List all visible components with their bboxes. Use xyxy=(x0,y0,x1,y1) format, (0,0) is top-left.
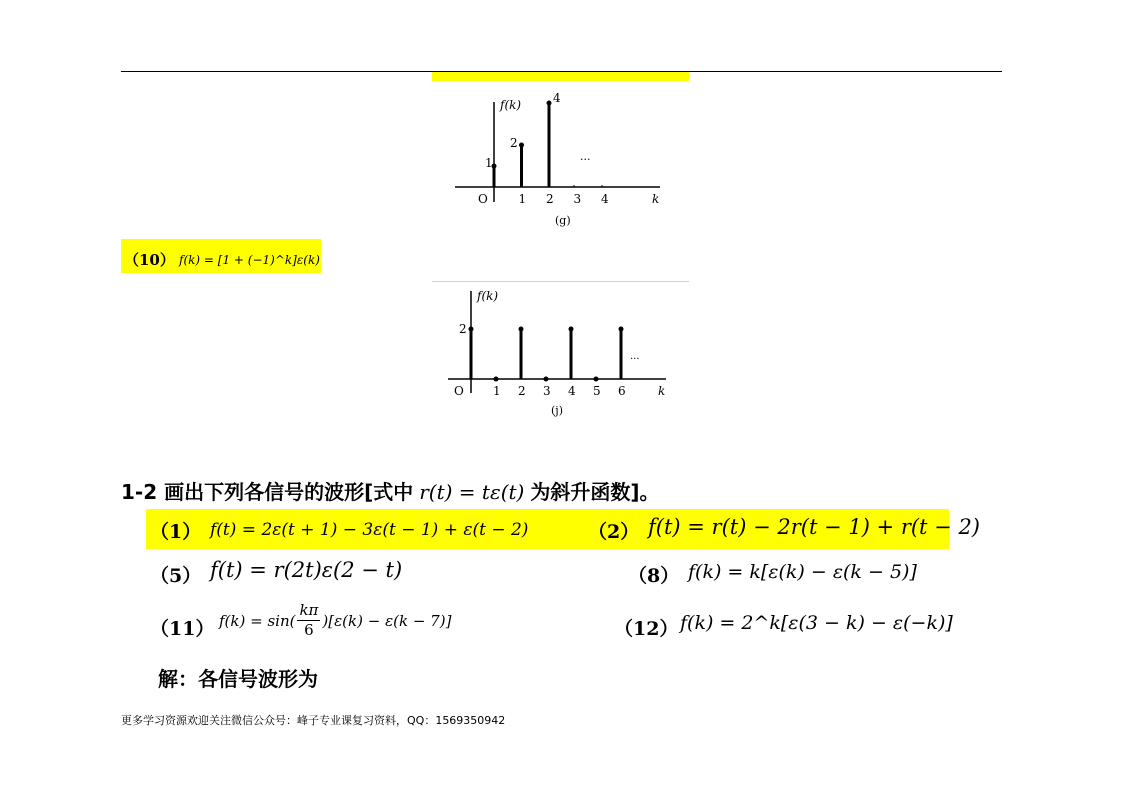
figure-j-point-k2 xyxy=(519,327,524,332)
figure-j-point-k1 xyxy=(494,377,499,382)
item-8-formula: f(k) = k[ε(k) − ε(k − 5)] xyxy=(688,561,917,583)
item-11-fraction xyxy=(297,601,320,640)
figure-j-xtick-5: 5 xyxy=(593,384,601,398)
item-8-label: （8） xyxy=(628,565,680,587)
item-5-formula: f(t) = r(2t)ε(2 − t) xyxy=(210,558,403,582)
figure-g-point-k2 xyxy=(547,101,552,106)
figure-j-caption: (j) xyxy=(551,404,563,417)
problem-heading-prefix: 1-2 画出下列各信号的波形[式中 xyxy=(121,480,414,504)
figure-g-xtick-2: 2 xyxy=(546,192,554,206)
figure-j-stems xyxy=(469,327,624,382)
figure-j-top-rule xyxy=(432,281,689,282)
figure-g-caption: (g) xyxy=(555,214,571,227)
figure-g-xtick-4: 4 xyxy=(601,192,609,206)
figure-g-value-label-4: 4 xyxy=(553,91,561,105)
item-10-label: （10） xyxy=(124,251,175,269)
item-1-formula: f(t) = 2ε(t + 1) − 3ε(t − 1) + ε(t − 2) xyxy=(210,520,529,540)
item-10-formula: f(k) = [1 + (−1)^k]ε(k) xyxy=(179,253,320,267)
figure-j-point-k4 xyxy=(569,327,574,332)
item-1-label: （1） xyxy=(150,521,202,543)
figure-j-point-k5 xyxy=(594,377,599,382)
item-11-formula xyxy=(219,601,451,640)
figure-j-point-k3 xyxy=(544,377,549,382)
solution-text: 解：各信号波形为 xyxy=(158,667,318,691)
item-11-fraction-den: 6 xyxy=(304,621,314,639)
item-12-formula: f(k) = 2^k[ε(3 − k) − ε(−k)] xyxy=(680,612,953,634)
figure-g-k-label: k xyxy=(652,192,660,206)
item-11-label: （11） xyxy=(150,618,215,640)
figure-g-value-label-2: 2 xyxy=(510,136,518,150)
item-5-label: （5） xyxy=(150,565,202,587)
figure-j xyxy=(440,283,680,423)
figure-j-point-k0 xyxy=(469,327,474,332)
figure-j-xtick-3: 3 xyxy=(543,384,551,398)
item-2-formula: f(t) = r(t) − 2r(t − 1) + r(t − 2) xyxy=(648,515,981,539)
figure-g-xtick-1: 1 xyxy=(518,192,527,206)
figure-j-xtick-4: 4 xyxy=(568,384,576,398)
item-11-formula-post: )[ε(k) − ε(k − 7)] xyxy=(322,611,452,630)
figure-g-origin: O xyxy=(478,192,488,206)
figure-g-xtick-3: 3 xyxy=(573,192,582,206)
figure-j-k-label: k xyxy=(658,384,666,398)
figure-g-value-label-1: 1 xyxy=(485,156,493,170)
figure-g-stems xyxy=(492,101,552,188)
problem-heading-suffix: 为斜升函数]。 xyxy=(530,480,660,504)
figure-g-highlight-bar xyxy=(432,72,689,81)
figure-j-xtick-2: 2 xyxy=(518,384,526,398)
figure-j-y-tick: 2 xyxy=(459,322,467,336)
item-11-formula-pre: f(k) = sin( xyxy=(219,611,296,630)
figure-g-point-k1 xyxy=(519,143,524,148)
figure-j-y-label: f(k) xyxy=(477,289,499,303)
figure-j-xtick-6: 6 xyxy=(618,384,626,398)
figure-j-ellipsis: ... xyxy=(630,351,640,362)
figure-j-xtick-1: 1 xyxy=(493,384,501,398)
figure-g-xticks xyxy=(519,192,610,206)
problem-heading-math: r(t) = tε(t) xyxy=(419,480,525,504)
figure-g-y-label: f(k) xyxy=(500,98,522,112)
figure-j-point-k6 xyxy=(619,327,624,332)
footer-text: 更多学习资源欢迎关注微信公众号：峰子专业课复习资料，QQ：1569350942 xyxy=(121,714,506,727)
figure-g xyxy=(440,82,680,232)
figure-g-ellipsis: ... xyxy=(580,150,591,163)
figure-j-origin: O xyxy=(454,384,464,398)
item-2-label: （2） xyxy=(588,521,640,543)
problem-heading xyxy=(121,476,659,505)
item-12-label: （12） xyxy=(614,618,679,640)
item-11-fraction-num: kπ xyxy=(299,601,319,619)
figure-j-xticks xyxy=(493,384,626,398)
